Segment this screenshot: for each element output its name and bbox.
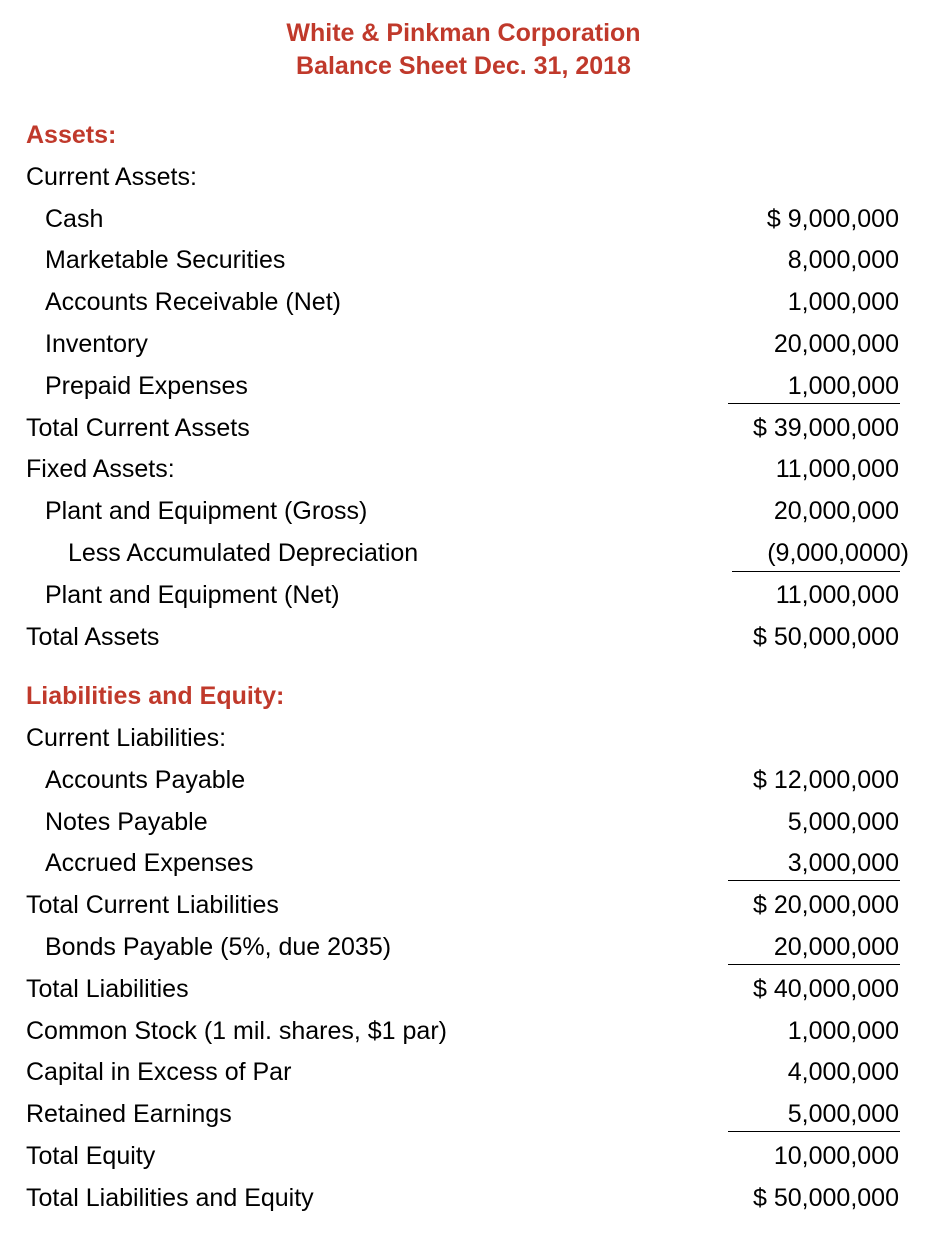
subtotal-rule — [728, 1131, 900, 1132]
row-amount: 11,000,000 — [775, 580, 899, 609]
row-label: Retained Earnings — [26, 1100, 232, 1129]
row-label: Accrued Expenses — [45, 849, 254, 878]
subtotal-rule — [732, 571, 900, 572]
row-amount: $ 12,000,000 — [753, 765, 899, 794]
row-label: Fixed Assets: — [26, 455, 175, 484]
row-label: Plant and Equipment (Gross) — [45, 497, 368, 526]
row-plant-equipment-net — [0, 575, 927, 617]
row-amount: 1,000,000 — [787, 371, 899, 400]
row-retained-earnings — [0, 1094, 927, 1136]
subtotal-rule — [728, 403, 900, 404]
row-amount: 11,000,000 — [775, 455, 899, 484]
row-label: Current Assets: — [26, 162, 197, 191]
row-amount: 4,000,000 — [787, 1058, 899, 1087]
row-label: Total Liabilities and Equity — [26, 1183, 314, 1212]
row-label: Current Liabilities: — [26, 724, 227, 752]
row-amount: $ 9,000,000 — [766, 204, 899, 233]
liabilities-equity-heading: Liabilities and Equity: — [26, 682, 285, 710]
row-current-liabilities — [0, 718, 927, 760]
document-title-company: White & Pinkman Corporation — [286, 19, 641, 47]
row-total-assets — [0, 617, 927, 659]
row-label: Accounts Payable — [45, 765, 246, 794]
row-accrued-expenses — [0, 843, 927, 885]
row-label: Capital in Excess of Par — [26, 1058, 292, 1087]
row-amount: 20,000,000 — [773, 933, 899, 961]
row-capital-excess-par — [0, 1052, 927, 1094]
row-inventory — [0, 324, 927, 366]
row-amount: 1,000,000 — [787, 288, 899, 317]
row-accounts-payable — [0, 760, 927, 802]
row-label: Plant and Equipment (Net) — [45, 580, 340, 609]
subtotal-rule — [728, 880, 900, 881]
row-common-stock — [0, 1011, 927, 1053]
row-amount: 5,000,000 — [787, 1100, 899, 1129]
row-accounts-receivable — [0, 282, 927, 324]
row-label: Inventory — [45, 330, 148, 358]
row-plant-equipment-gross — [0, 491, 927, 533]
row-total-liabilities-equity — [0, 1178, 927, 1220]
row-amount: 10,000,000 — [773, 1142, 899, 1170]
row-total-liabilities — [0, 969, 927, 1011]
row-label: Total Current Assets — [26, 413, 250, 442]
row-amount: 5,000,000 — [787, 807, 899, 836]
row-label: Total Current Liabilities — [26, 891, 279, 920]
row-bonds-payable — [0, 927, 927, 969]
row-current-assets — [0, 157, 927, 199]
row-amount: $ 20,000,000 — [753, 891, 899, 920]
row-amount: $ 39,000,000 — [753, 413, 899, 442]
row-label: Accounts Receivable (Net) — [45, 288, 341, 317]
row-total-current-liabilities — [0, 885, 927, 927]
row-amount: 1,000,000 — [787, 1016, 899, 1045]
row-label: Total Equity — [26, 1142, 156, 1170]
row-label: Notes Payable — [45, 807, 208, 836]
row-amount: 20,000,000 — [773, 330, 899, 358]
row-amount: $ 40,000,000 — [753, 974, 899, 1003]
row-label: Less Accumulated Depreciation — [68, 539, 419, 567]
row-label: Marketable Securities — [45, 246, 286, 275]
row-label: Cash — [45, 204, 104, 233]
row-label: Common Stock (1 mil. shares, $1 par) — [26, 1016, 447, 1045]
row-total-current-assets — [0, 408, 927, 450]
document-title-date: Balance Sheet Dec. 31, 2018 — [296, 52, 631, 80]
row-marketable-securities — [0, 240, 927, 282]
row-total-equity — [0, 1136, 927, 1178]
row-cash — [0, 199, 927, 241]
row-amount: 20,000,000 — [773, 497, 899, 526]
row-label: Total Assets — [26, 622, 160, 651]
row-notes-payable — [0, 802, 927, 844]
row-label: Bonds Payable (5%, due 2035) — [45, 933, 392, 961]
row-fixed-assets — [0, 449, 927, 491]
row-amount: 8,000,000 — [787, 246, 899, 275]
row-label: Prepaid Expenses — [45, 371, 248, 400]
row-amount: (9,000,0000) — [767, 539, 909, 567]
assets-heading: Assets: — [26, 121, 117, 149]
row-amount: 3,000,000 — [787, 849, 899, 878]
row-label: Total Liabilities — [26, 974, 189, 1003]
row-amount: $ 50,000,000 — [753, 1183, 899, 1212]
row-prepaid-expenses — [0, 366, 927, 408]
row-amount: $ 50,000,000 — [753, 622, 899, 651]
row-accumulated-depreciation — [0, 533, 927, 575]
subtotal-rule — [728, 964, 900, 965]
